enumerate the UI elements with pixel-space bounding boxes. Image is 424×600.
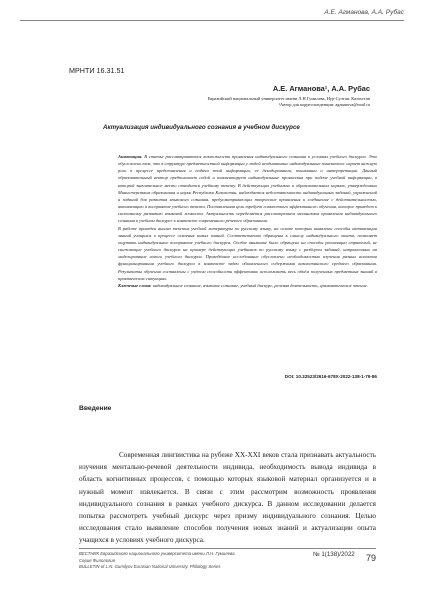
journal-info — [79, 551, 279, 571]
abstract-paragraph-1 — [118, 153, 377, 225]
correspondence: ¹Автор для корреспонденции: agmanova@mail.ru — [278, 102, 370, 107]
udc-code: МРНТИ 16.31.51 — [69, 66, 125, 75]
intro-paragraph: Современная лингвистика на рубеже XX-XXI веков стала признавать актуальность изучения ментально-речевой деятельности индивида, необходимость вывода индивида в область когнитивных процессов, с помощью которых языковой материал организуется и в нужный момент извлекается. В связи с этим рассмотрим возможность проявления индивидуального сознания в рамках учебного дискурса. В данном исследовании делается попытка рассмотреть учебный дискурс через призму индивидуального сознания. Целью исследования стало выявление способов получения новых знаний и актуализации опыта учащихся в условиях учебного дискурса. — [79, 451, 376, 545]
running-head: А.Е. Агманова, А.А. Рубас — [324, 9, 404, 16]
abstract-text: В статье рассматриваются возможности проявления индивидуального сознания в условиях учебного дискурса. Это обусловлено тем, что в структуре предметностной информации у людей неодинаковые индивидуальные показатели: играет важную роль в процессе представления и подачи этой информации, ее декодировании, понимании и интерпретации. Данный образовательный вектор предполагает собой и комментирует индивидуальные проявления при подаче учебной информации, в которой значительное место отводится учебному тексту. В действующих учебниках и образовательных нормах, утвержденных Министерством образования и науки Республики Казахстан, наблюдается недостаточность индивидуальных заданий, упражнений и заданий для развития языкового сознания, предусматривающих творческие проявления и соединение с действительностью, активизацию и восприятие учебного текста. Поставленная цель требует совместного эффективного обучения, которое приведет к системному развитию языковой личности. Актуальность определяется рассмотрением механизмов проявления индивидуального сознания в учебном дискурсе в контексте современного речевого образования. — [118, 154, 377, 224]
issue-number: № 1(138)/2022 — [313, 551, 355, 558]
intro-heading: Введение — [79, 405, 112, 412]
keywords-text: индивидуальное сознание, языковое сознание, учебный дискурс, речевая деятельность, грамматическое чтение. — [152, 282, 368, 288]
authors: А.Е. Агманова¹, А.А. Рубас — [272, 84, 370, 93]
footer-rule — [79, 548, 376, 549]
abstract — [118, 153, 377, 289]
journal-line-3: BULLETIN of L.N. Gumilyov Eurasian National University. Philology Series — [79, 564, 221, 570]
authors-block — [180, 84, 370, 108]
page-number: 79 — [366, 553, 377, 563]
journal-line-2: Серия Филология — [79, 557, 115, 563]
affiliation: Евразийский национальный университет имени Л.Н.Гумилева, Нур-Султан, Казахстан — [207, 96, 370, 101]
journal-line-1: ВЕСТНИК Евразийского национального университета имени Л.Н. Гумилева. — [79, 551, 236, 556]
article-title: Актуализация индивидуального сознания в учебном дискурсе — [103, 124, 300, 131]
abstract-label: Аннотация. — [118, 154, 143, 159]
abstract-paragraph-2: В работе приведен анализ текстов учебной литературы по русскому языку, на основе которых выявлены способы активизации знаний учащихся в процессе освоения новых знаний. Соответственно обращены к смыслу индивидуального опыта, позволяет ощутить индивидуальное восприятие учебного дискурса. Особое внимание было обращено на способы реализации стратегий, не снижающие учебного дискурса на примере действующих учебников по русскому языку с разбором заданий, направленных на моделирование нового учебного дискурса. Проведённое исследование обусловлено необходимостью изучения разных аспектов функционирования учебного дискурса в контексте задач обновленного содержания казахстанского среднего образования. Результаты обучения составлены с учётом способности эффективно использовать весь объём полученных предметных знаний в практических ситуациях. — [118, 225, 377, 281]
keywords-label: Ключевые слова: — [118, 282, 152, 288]
doi: DOI: 10.32523/2616-678X-2022-138-1-79-86 — [284, 374, 377, 379]
header-rule — [20, 20, 404, 21]
keywords — [118, 282, 377, 289]
